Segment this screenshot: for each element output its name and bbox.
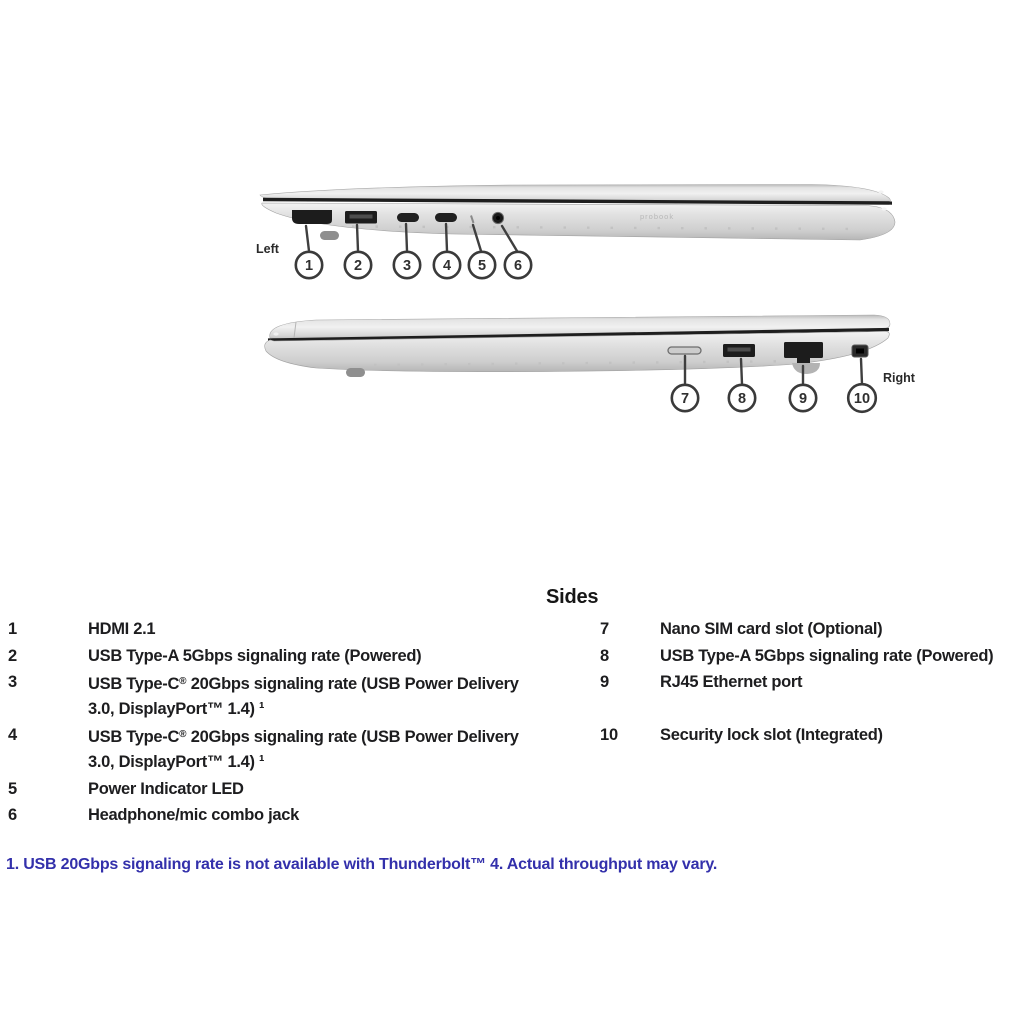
usb-c-port-icon — [397, 213, 419, 222]
legend-item-number: 9 — [600, 673, 609, 692]
rj45-jaw — [792, 363, 820, 374]
usb-a-tongue — [728, 348, 751, 352]
callout-number: 7 — [680, 391, 690, 407]
rj45-ethernet-port-icon — [784, 342, 823, 358]
legend-item-number: 2 — [8, 646, 17, 665]
hinge-pin — [878, 190, 883, 193]
legend-item — [8, 776, 519, 803]
headphone-jack-hole — [496, 216, 500, 220]
legend-item-text: HDMI 2.1 — [88, 620, 156, 638]
rj45-clip-notch — [797, 357, 810, 363]
legend-left-column — [8, 616, 519, 829]
hinge-pin — [273, 332, 278, 335]
leader-line — [306, 226, 309, 251]
leader-line — [357, 225, 358, 251]
usb-c-port-icon — [435, 213, 457, 222]
legend-item-number: 6 — [8, 806, 17, 825]
leader-line — [861, 359, 862, 384]
legend-item-text: USB Type-A 5Gbps signaling rate (Powered) — [88, 646, 422, 665]
legend-item-text: USB Type-C® 20Gbps signaling rate (USB Power Delivery — [88, 728, 519, 747]
left-side-label: Left — [256, 242, 279, 256]
callout-number: 2 — [353, 258, 363, 274]
callout-number: 3 — [402, 258, 412, 274]
callout-number: 8 — [737, 391, 747, 407]
legend-item-text: 3.0, DisplayPort™ 1.4) ¹ — [88, 752, 265, 771]
leader-line — [741, 359, 742, 384]
callout-number: 1 — [304, 258, 314, 274]
callout-number: 6 — [513, 258, 523, 274]
rubber-foot — [320, 231, 339, 240]
left-side-laptop-illustration — [252, 178, 902, 284]
legend-item-number: 3 — [8, 673, 17, 692]
legend-item — [8, 643, 519, 670]
legend-item-text: USB Type-C® 20Gbps signaling rate (USB Power Delivery — [88, 675, 519, 694]
legend-item — [600, 669, 993, 696]
legend-item-number: 7 — [600, 620, 609, 638]
legend-item-number: 5 — [8, 779, 17, 798]
legend-item-continuation — [8, 749, 519, 776]
legend-item-number: 4 — [8, 726, 17, 745]
legend-item-text: Power Indicator LED — [88, 779, 244, 798]
legend-item-text: Headphone/mic combo jack — [88, 806, 300, 825]
legend-spacer — [600, 696, 993, 723]
legend-item — [600, 722, 993, 749]
rubber-foot — [346, 368, 365, 377]
callout-number: 4 — [442, 258, 452, 274]
registered-mark: ® — [179, 676, 187, 688]
legend-right-column — [600, 616, 993, 749]
legend-item-continuation — [8, 696, 519, 723]
hdmi-port-icon — [292, 210, 332, 224]
nano-sim-slot-icon — [668, 347, 701, 354]
footnote: 1. USB 20Gbps signaling rate is not available with Thunderbolt™ 4. Actual throughput may vary. — [6, 856, 718, 873]
legend-item-number: 10 — [600, 726, 618, 745]
legend-item — [8, 669, 519, 696]
hinge-pin — [881, 207, 886, 210]
right-side-laptop-illustration — [254, 310, 924, 416]
callout-number: 9 — [798, 391, 808, 407]
callout-number: 5 — [477, 258, 487, 274]
leader-line — [446, 224, 447, 251]
lid-wordmark: probook — [640, 212, 675, 221]
legend-item — [8, 802, 519, 829]
leader-line — [406, 224, 407, 251]
legend-item-number: 8 — [600, 646, 609, 665]
registered-mark: ® — [179, 729, 187, 741]
usb-a-tongue — [350, 215, 373, 219]
legend-item-text: 3.0, DisplayPort™ 1.4) ¹ — [88, 699, 265, 718]
security-lock-hole — [856, 349, 864, 354]
legend-item — [8, 722, 519, 749]
legend-title: Sides — [546, 586, 599, 608]
legend-item-text: Security lock slot (Integrated) — [660, 726, 883, 745]
legend-item — [600, 616, 993, 643]
legend-item — [600, 643, 993, 670]
callout-number: 10 — [853, 391, 871, 407]
legend-item-text: Nano SIM card slot (Optional) — [660, 620, 883, 638]
legend-item-number: 1 — [8, 620, 17, 638]
legend-item-text: USB Type-A 5Gbps signaling rate (Powered) — [660, 646, 994, 665]
legend-item-text: RJ45 Ethernet port — [660, 673, 803, 692]
right-side-label: Right — [883, 371, 915, 385]
legend-item — [8, 616, 519, 643]
